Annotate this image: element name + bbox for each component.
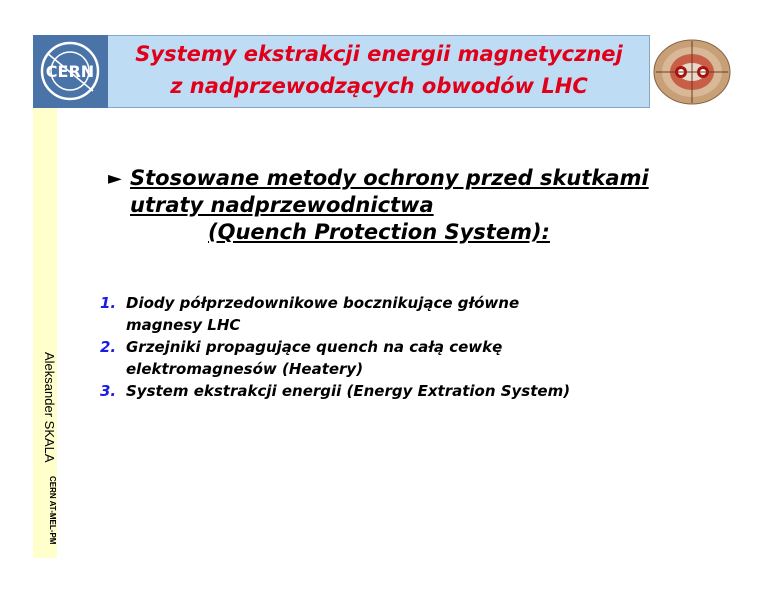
section-heading — [108, 165, 708, 246]
list-item — [100, 292, 720, 336]
list-item-text: magnesy LHC — [126, 316, 241, 334]
list-item — [100, 336, 720, 380]
arrow-icon: ► — [108, 168, 122, 189]
title-line-1: Systemy ekstrakcji energii magnetycznej — [135, 42, 623, 66]
heading-line-3: (Quench Protection System): — [208, 220, 550, 244]
list-item — [100, 380, 720, 402]
magnet-cross-section-image — [652, 38, 732, 106]
method-list — [100, 292, 720, 402]
list-item-text: System ekstrakcji energii (Energy Extration System) — [126, 382, 571, 400]
list-number: 3. — [100, 382, 117, 400]
logo-text: CERN — [45, 62, 95, 81]
document-code: CERN AT-MEL-PM — [48, 475, 57, 545]
author-name: Aleksander SKALA — [42, 351, 57, 463]
list-number: 1. — [100, 294, 117, 312]
heading-line-2: utraty nadprzewodnictwa — [130, 193, 434, 217]
list-item-text: Diody półprzedownikowe bocznikujące główne — [126, 294, 520, 312]
heading-line-1: Stosowane metody ochrony przed skutkami — [130, 166, 649, 190]
list-number: 2. — [100, 338, 117, 356]
list-item-text: elektromagnesów (Heatery) — [126, 360, 364, 378]
title-line-2: z nadprzewodzących obwodów LHC — [170, 74, 588, 98]
list-item-text: Grzejniki propagujące quench na całą cewkę — [126, 338, 503, 356]
cern-logo — [33, 35, 108, 108]
page-title — [108, 38, 650, 102]
